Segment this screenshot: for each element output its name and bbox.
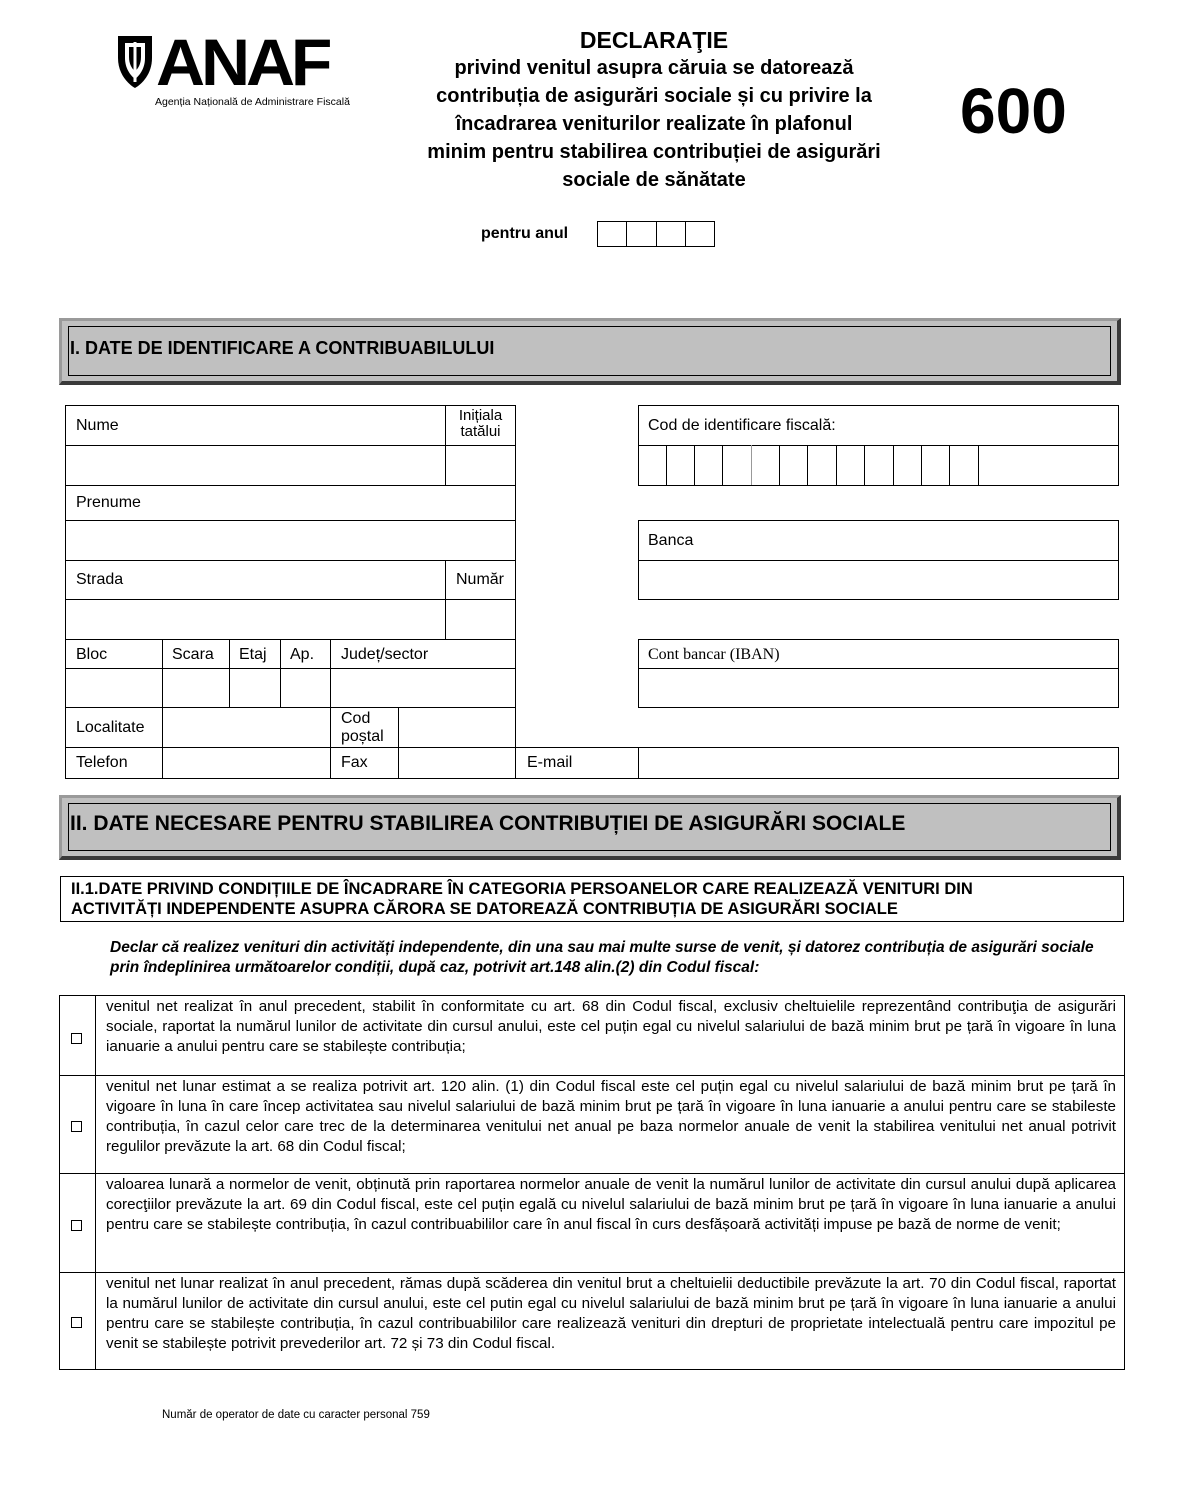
bloc-field[interactable] <box>66 669 162 707</box>
subsection-title-line: ACTIVITĂȚI INDEPENDENTE ASUPRA CĂRORA SE DATOREAZĂ CONTRIBUȚIA DE ASIGURĂRI SOCIALE <box>71 900 898 918</box>
telefon-field[interactable] <box>163 748 330 778</box>
anaf-logo: ANAF <box>156 25 329 99</box>
section-2-title: II. DATE NECESARE PENTRU STABILIREA CONTRIBUȚIEI DE ASIGURĂRI SOCIALE <box>70 812 906 835</box>
form-number: 600 <box>960 75 1067 147</box>
subtitle-line: contribuția de asigurări sociale și cu privire la <box>436 85 872 107</box>
condition-text: venitul net lunar realizat în anul precedent, rămas după scăderea din venitul brut a cheltuielii deductibile prevăzute la art. 70 din Codul fiscal, raportat la numărul lunilor de activitate din cursul anului, este cel putin egal cu nivelul salariului de bază minim brut pe țară în vigoare în luna ianuarie a anului pentru care se stabilește contribuția, în cazul contribuabililor care realizează venituri din drepturi de proprietate intelectuală pentru care impozitul pe venit se stabilește potrivit prevederilor art. 72 și 73 din Codul fiscal. <box>106 1275 1116 1352</box>
subtitle-line: încadrarea veniturilor realizate în plafonul <box>455 113 853 135</box>
banca-label: Banca <box>648 532 694 549</box>
iban-field[interactable] <box>639 669 1118 707</box>
cod-postal-label <box>341 710 384 746</box>
ap-label: Ap. <box>290 646 315 663</box>
cod-postal-label-line: poștal <box>341 728 384 745</box>
strada-field[interactable] <box>66 600 445 639</box>
anaf-logo-subtitle: Agenția Națională de Administrare Fiscală <box>155 96 350 108</box>
subtitle-line: minim pentru stabilirea contribuției de asigurări <box>427 141 881 163</box>
condition-row <box>60 996 1124 1076</box>
section-1-header <box>59 318 1121 385</box>
subsection-2-1-title <box>60 876 1124 922</box>
condition-row <box>60 1174 1124 1273</box>
section-1-title: I. DATE DE IDENTIFICARE A CONTRIBUABILULUI <box>70 338 495 358</box>
judet-field[interactable] <box>331 669 515 707</box>
condition-checkbox[interactable] <box>71 1033 82 1044</box>
strada-label: Strada <box>76 571 124 588</box>
nume-label: Nume <box>76 417 119 434</box>
year-digit-box[interactable] <box>627 222 656 246</box>
document-title-block <box>370 26 938 194</box>
numar-label: Număr <box>456 571 505 588</box>
localitate-field[interactable] <box>163 708 330 747</box>
localitate-label: Localitate <box>76 719 145 736</box>
scara-label: Scara <box>172 646 214 663</box>
cod-postal-field[interactable] <box>399 708 515 747</box>
judet-label: Județ/sector <box>341 646 429 663</box>
condition-checkbox[interactable] <box>71 1317 82 1328</box>
numar-field[interactable] <box>446 600 515 639</box>
prenume-field[interactable] <box>66 521 515 560</box>
cif-label: Cod de identificare fiscală: <box>648 417 836 434</box>
cif-field[interactable] <box>639 446 978 485</box>
initiala-label-line: tatălui <box>460 423 501 440</box>
cod-postal-label-line: Cod <box>341 710 371 727</box>
year-label: pentru anul <box>481 225 569 242</box>
fax-label: Fax <box>341 754 368 771</box>
year-digit-box[interactable] <box>598 222 627 246</box>
subtitle-line: privind venitul asupra căruia se datorează <box>454 57 854 79</box>
fax-field[interactable] <box>399 748 515 778</box>
year-digit-box[interactable] <box>657 222 686 246</box>
initiala-label <box>446 408 515 440</box>
etaj-label: Etaj <box>239 646 267 663</box>
initiala-label-line: Inițiala <box>458 407 503 424</box>
document-subtitle <box>370 54 938 194</box>
email-field[interactable] <box>639 748 1118 778</box>
iban-label: Cont bancar (IBAN) <box>648 646 780 663</box>
condition-checkbox[interactable] <box>71 1121 82 1132</box>
scara-field[interactable] <box>163 669 229 707</box>
email-label: E-mail <box>527 754 573 771</box>
bloc-label: Bloc <box>76 646 108 663</box>
prenume-label: Prenume <box>76 494 141 511</box>
ap-field[interactable] <box>281 669 330 707</box>
condition-text: venitul net lunar estimat a se realiza potrivit art. 120 alin. (1) din Codul fiscal este cel puțin egal cu nivelul salariului de bază minim brut pe țară în vigoare în luna în care încep activitatea sau nivelul salariului de bază minim brut pe țară în vigoare în luna ianuarie a anului pentru care se stabileste contribuția, în cazul celor care trec de la determinarea venitului net anual pe baza normelor anuale de venit la stabilirea venitului net anual potrivit regulilor prevăzute la art. 68 din Codul fiscal; <box>106 1078 1116 1155</box>
banca-field[interactable] <box>639 561 1118 599</box>
condition-row <box>60 1076 1124 1174</box>
conditions-table <box>59 995 1125 1370</box>
subtitle-line: sociale de sănătate <box>562 169 746 191</box>
anaf-shield-icon <box>116 34 154 90</box>
condition-row <box>60 1273 1124 1369</box>
nume-field[interactable] <box>66 446 445 485</box>
condition-text: venitul net realizat în anul precedent, stabilit în conformitate cu art. 68 din Codul fiscal, exclusiv cheltuielile reprezentând contribuţia de asigurări sociale, raportat la numărul lunilor de activitate din cursul anului, este cel puțin egal cu nivelul salariului de bază minim brut pe țară în vigoare în luna ianuarie a anului pentru care se stabilește contribuția; <box>106 998 1116 1055</box>
footer-note: Număr de operator de date cu caracter personal 759 <box>162 1409 430 1421</box>
telefon-label: Telefon <box>76 754 128 771</box>
initiala-field[interactable] <box>446 446 515 485</box>
year-input[interactable] <box>597 221 715 247</box>
year-digit-box[interactable] <box>686 222 714 246</box>
etaj-field[interactable] <box>230 669 280 707</box>
condition-checkbox[interactable] <box>71 1220 82 1231</box>
document-title: DECLARAŢIE <box>579 27 729 53</box>
declaration-text: Declar că realizez venituri din activități independente, din una sau mai multe surse de venit, și datorez contribuția de asigurări sociale prin îndeplinirea următoarelor condiții, după caz, potrivit art.148 alin.(2) din Codul fiscal: <box>110 939 1094 976</box>
condition-text: valoarea lunară a normelor de venit, obținută prin raportarea normelor anuale de venit la numărul lunilor de activitate din cursul anului după aplicarea corecţiilor prevăzute la art. 69 din Codul fiscal, este cel puțin egală cu nivelul salariului de bază minim brut pe țară în vigoare în luna ianuarie a anului pentru care se stabilește contribuția, în cazul contribuabililor care în anul fiscal în curs desfășoară activități impuse pe bază de norme de venit; <box>106 1176 1116 1233</box>
subsection-title-line: II.1.DATE PRIVIND CONDIȚIILE DE ÎNCADRARE ÎN CATEGORIA PERSOANELOR CARE REALIZEAZĂ VENITURI DIN <box>71 880 973 898</box>
section-2-header <box>59 795 1121 860</box>
